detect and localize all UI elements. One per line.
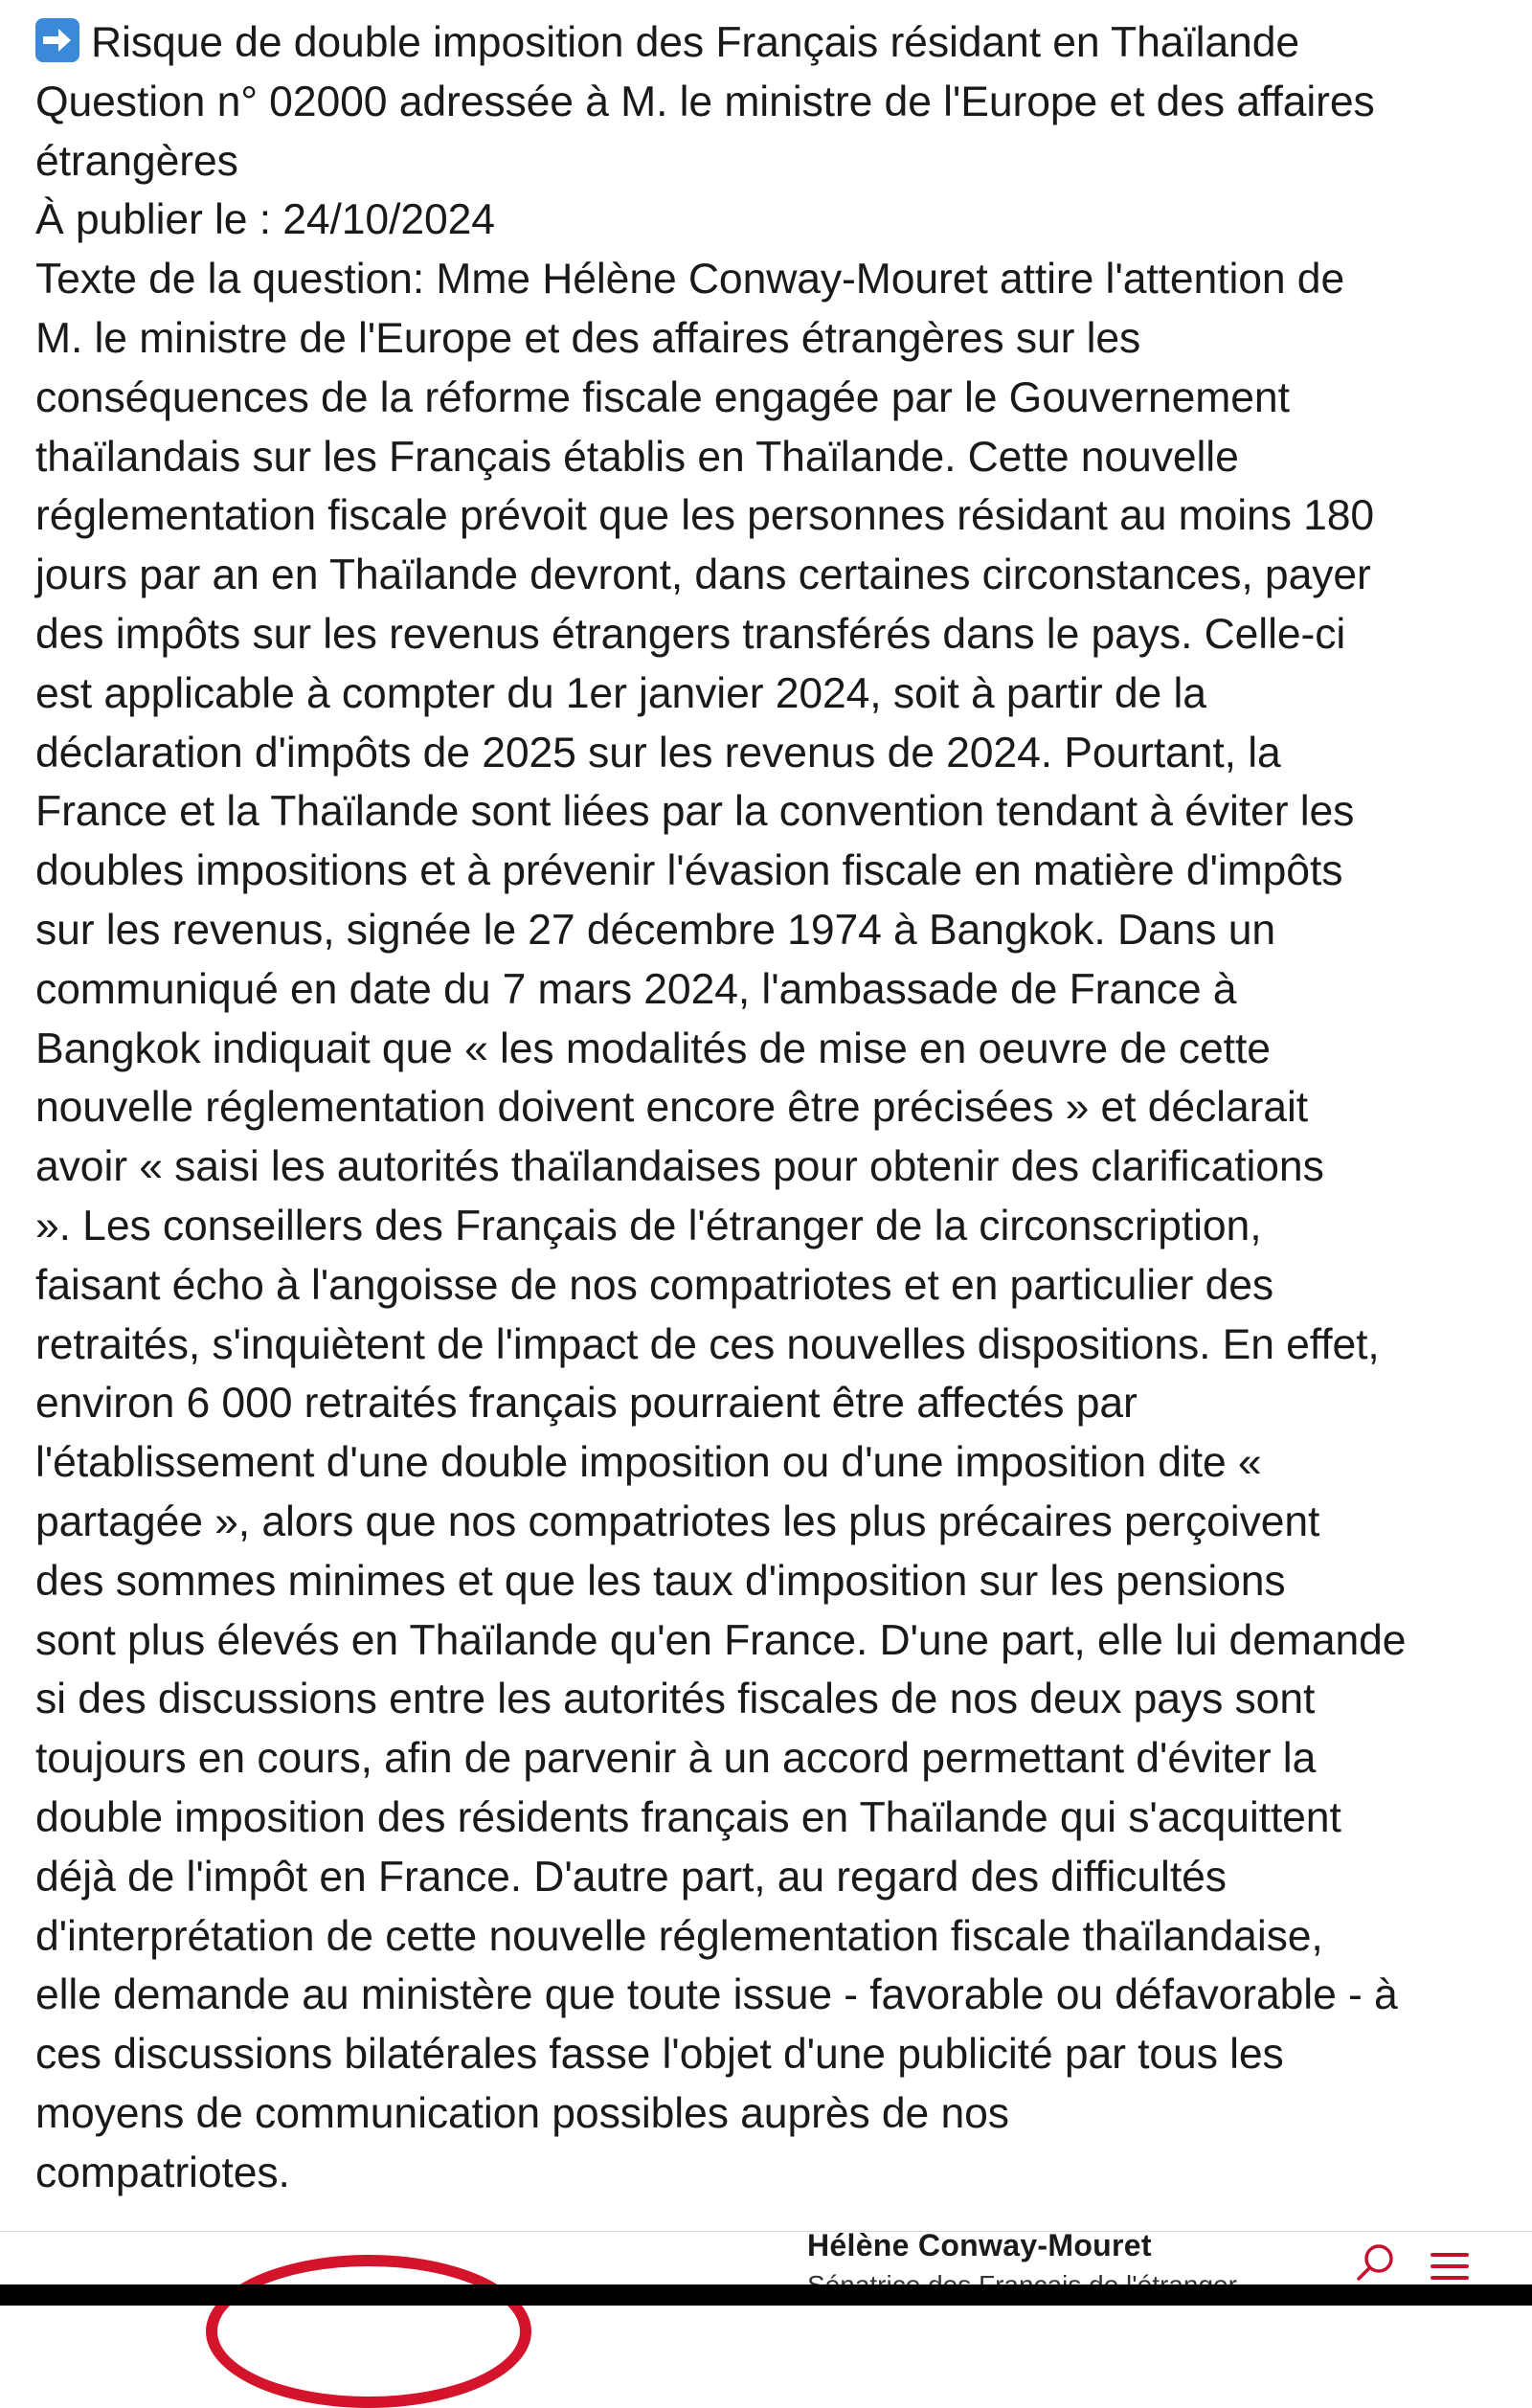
- body-line: moyens de communication possibles auprès de nos: [35, 2089, 1009, 2137]
- body-line: compatriotes.: [35, 2149, 290, 2196]
- body-line: d'interprétation de cette nouvelle réglementation fiscale thaïlandaise,: [35, 1912, 1323, 1960]
- body-line: elle demande au ministère que toute issue - favorable ou défavorable - à: [35, 1971, 1398, 2019]
- bottom-edge: [0, 2284, 1532, 2306]
- body-line: partagée », alors que nos compatriotes les plus précaires perçoivent: [35, 1497, 1320, 1545]
- body-line: conséquences de la réforme fiscale engagée par le Gouvernement: [35, 373, 1290, 421]
- post-text: [35, 13, 1500, 2202]
- hamburger-menu-icon[interactable]: [1429, 2249, 1471, 2287]
- body-line: nouvelle réglementation doivent encore être précisées » et déclarait: [35, 1084, 1309, 1132]
- question-line: Question n° 02000 adressée à M. le ministre de l'Europe et des affaires: [35, 78, 1375, 125]
- publish-date: À publier le : 24/10/2024: [35, 196, 495, 244]
- search-icon[interactable]: [1354, 2241, 1396, 2284]
- body-line: retraités, s'inquiètent de l'impact de ces nouvelles dispositions. En effet,: [35, 1320, 1380, 1368]
- body-line: réglementation fiscale prévoit que les personnes résidant au moins 180: [35, 492, 1375, 540]
- body-line: Texte de la question: Mme Hélène Conway-Mouret attire l'attention de: [35, 256, 1345, 304]
- body-line: M. le ministre de l'Europe et des affaires étrangères sur les: [35, 314, 1141, 362]
- body-line: ces discussions bilatérales fasse l'objet d'une publicité par tous les: [35, 2031, 1284, 2079]
- body-line: est applicable à compter du 1er janvier 2024, soit à partir de la: [35, 669, 1206, 717]
- body-line: France et la Thaïlande sont liées par la convention tendant à éviter les: [35, 788, 1355, 836]
- body-line: l'établissement d'une double imposition ou d'une imposition dite «: [35, 1439, 1262, 1487]
- body-line: environ 6 000 retraités français pourraient être affectés par: [35, 1380, 1138, 1428]
- post-title-line: [35, 13, 1500, 73]
- body-line: toujours en cours, afin de parvenir à un accord permettant d'éviter la: [35, 1735, 1317, 1783]
- body-line: Bangkok indiquait que « les modalités de mise en oeuvre de cette: [35, 1024, 1271, 1072]
- site-header-bar: [0, 2228, 1532, 2284]
- body-line: sont plus élevés en Thaïlande qu'en France. D'une part, elle lui demande: [35, 1616, 1407, 1664]
- body-line: jours par an en Thaïlande devront, dans certaines circonstances, payer: [35, 551, 1371, 599]
- post-title: Risque de double imposition des Français résidant en Thaïlande: [91, 19, 1300, 66]
- body-line: si des discussions entre les autorités fiscales de nos deux pays sont: [35, 1676, 1316, 1723]
- right-arrow-icon: [35, 18, 79, 62]
- site-name[interactable]: Hélène Conway-Mouret: [807, 2228, 1152, 2262]
- body-line: avoir « saisi les autorités thaïlandaises pour obtenir des clarifications: [35, 1143, 1324, 1191]
- body-line: déclaration d'impôts de 2025 sur les revenus de 2024. Pourtant, la: [35, 729, 1281, 776]
- body-line: sur les revenus, signée le 27 décembre 1974 à Bangkok. Dans un: [35, 906, 1275, 954]
- body-line: déjà de l'impôt en France. D'autre part, au regard des difficultés: [35, 1853, 1227, 1901]
- body-line: communiqué en date du 7 mars 2024, l'ambassade de France à: [35, 965, 1237, 1013]
- question-line: étrangères: [35, 137, 238, 185]
- body-line: double imposition des résidents français en Thaïlande qui s'acquittent: [35, 1793, 1341, 1841]
- body-line: des impôts sur les revenus étrangers transférés dans le pays. Celle-ci: [35, 610, 1346, 658]
- body-line: faisant écho à l'angoisse de nos compatriotes et en particulier des: [35, 1261, 1274, 1309]
- body-line: des sommes minimes et que les taux d'imposition sur les pensions: [35, 1557, 1286, 1605]
- site-logo[interactable]: [206, 2255, 531, 2408]
- body-line: doubles impositions et à prévenir l'évasion fiscale en matière d'impôts: [35, 847, 1343, 895]
- body-line: thaïlandais sur les Français établis en Thaïlande. Cette nouvelle: [35, 433, 1239, 481]
- body-line: ». Les conseillers des Français de l'étranger de la circonscription,: [35, 1202, 1262, 1249]
